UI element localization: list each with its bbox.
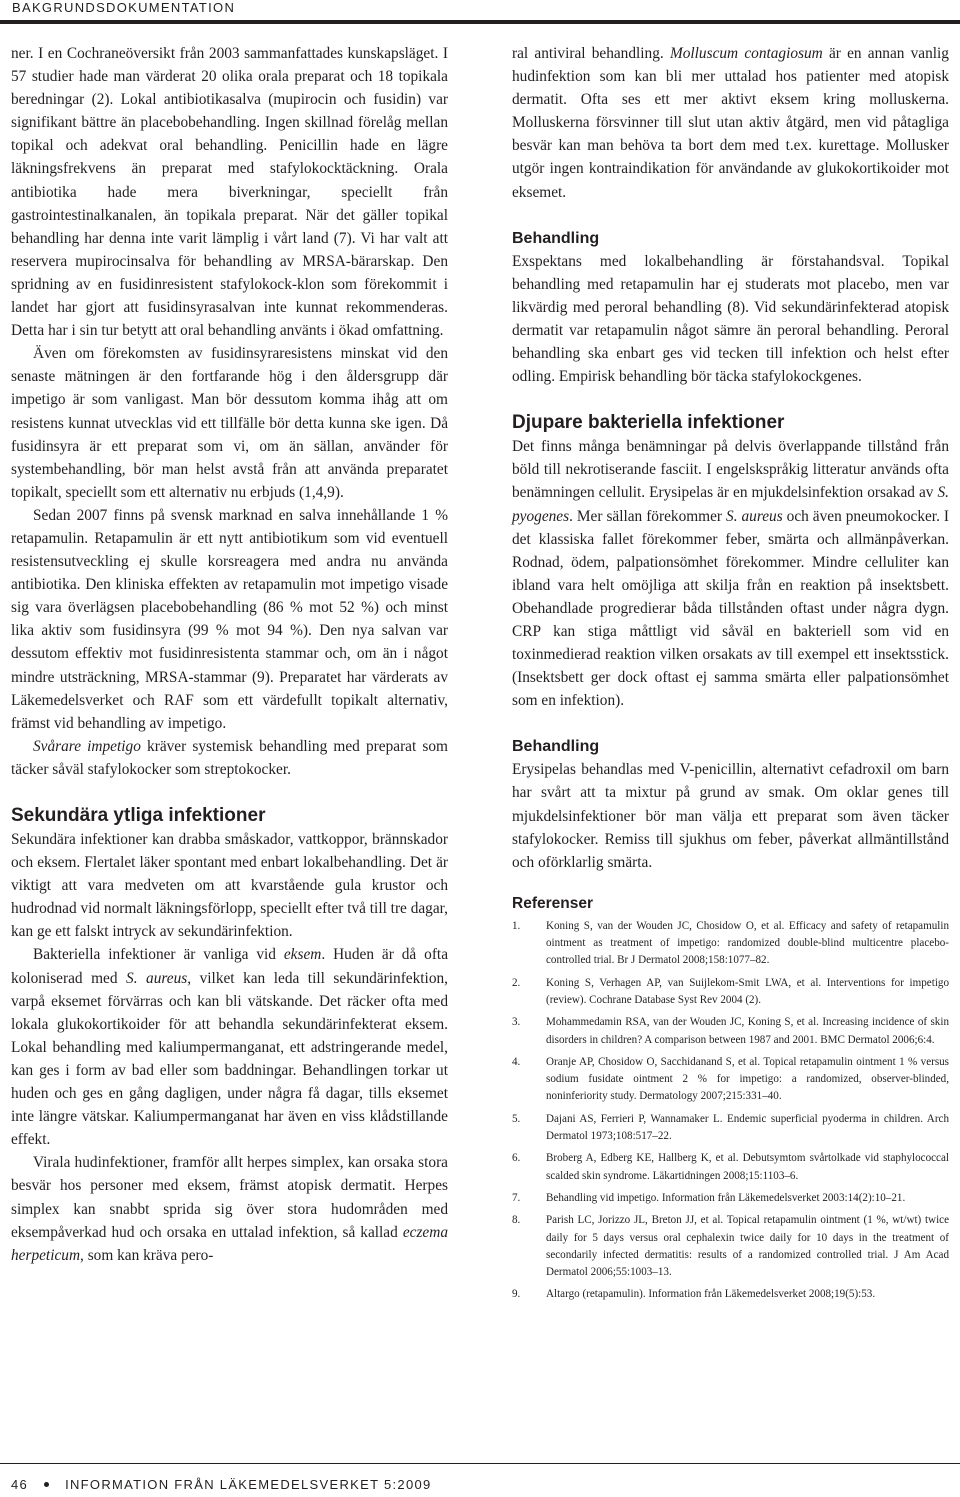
reference-item: [512, 975, 949, 1010]
reference-text: Broberg A, Edberg KE, Hallberg K, et al. Debutsymtom svårtolkade vid staphylococcal scalded skin syndrome. Läkartidningen 2008;15:1103–6.: [546, 1152, 949, 1182]
reference-text: Oranje AP, Chosidow O, Sacchidanand S, et al. Topical retapamulin ointment 1 % versus sodium fusidate ointment 2 % for impetigo: a randomized, observer-blinded, noninferiority study. Dermatology 2007;215:331–40.: [546, 1055, 949, 1103]
reference-number: 4.: [512, 1055, 521, 1068]
reference-number: 5.: [512, 1112, 521, 1125]
reference-number: 6.: [512, 1152, 521, 1165]
paragraph: Sekundära infektioner kan drabba småskador, vattkoppor, brännskador och eksem. Flertalet läker spontant med enbart lokalbehandling. Det är viktigt att vara medveten om att kvarstående gula krustor och hudrodnad vid normalt läkningsförlopp, speciellt efter två till tre dagar, kan ge ett falskt intryck av sekundärinfektion.: [11, 831, 448, 941]
emphasis: S. pyogenes: [512, 484, 949, 525]
reference-text: Altargo (retapamulin). Information från Läkemedelsverket 2008;19(5):53.: [546, 1288, 876, 1301]
reference-number: 7.: [512, 1191, 521, 1204]
reference-item: [512, 1150, 949, 1185]
top-rule: [0, 20, 960, 24]
reference-text: Koning S, van der Wouden JC, Chosidow O, et al. Efficacy and safety of retapamulin ointment as treatment of impetigo: randomized double-blind multicentre placebo-controlled trial. Br J Dermatol 2008;158:1077–82.: [546, 919, 949, 967]
paragraph: Erysipelas behandlas med V-penicillin, alternativt cefadroxil om barn har svårt att ta mixtur på grund av smak. Om oklar genes till mjukdelsinfektioner bör man välja ett preparat som även täcker stafylokocker. Remiss till sjukhus om feber, påverkat allmäntillstånd och oförklarlig smärta.: [512, 761, 949, 871]
reference-list: [512, 918, 949, 1304]
reference-number: 1.: [512, 919, 521, 932]
paragraph: [512, 42, 949, 204]
reference-item: [512, 1190, 949, 1207]
footer: [11, 1477, 432, 1492]
section-heading: Djupare bakteriella infektioner: [512, 412, 785, 434]
section-heading: Sekundära ytliga infektioner: [11, 805, 266, 826]
paragraph: [512, 435, 949, 712]
page-number: 46: [11, 1477, 29, 1492]
reference-item: [512, 918, 949, 970]
subheading-behandling: Behandling: [512, 229, 600, 247]
emphasis: S. aureus: [726, 507, 783, 525]
reference-text: Koning S, Verhagen AP, van Suijlekom-Smit LWA, et al. Interventions for impetigo (review). Cochrane Database Syst Rev 2004 (2).: [546, 976, 949, 1006]
reference-item: [512, 1054, 949, 1106]
paragraph: Även om förekomsten av fusidinsyraresistens minskat vid den senaste mätningen är den fortfarande hög i den åldersgrupp där impetigo är som vanligast. Man bör dessutom komma ihåg att om resistens kunnat utvecklas vid ett tillfälle bör detta kunna ske igen. Då fusidinsyra är ett preparat som vi, om än sällan, använder för systembehandling, bör man helst avstå från att använda preparatet topikalt, speciellt som ett alternativ nu erbjuds (1,4,9).: [11, 345, 448, 501]
reference-number: 8.: [512, 1214, 521, 1227]
text: och även pneumokocker. I det klassiska fallet förekommer feber, smärta och allmänpåverkan. Rodnad, ödem, palpationsömhet förekommer. Mindre celluliter kan ibland vara helt omöjliga att skilja från en reaktion på insektsbett. Obehandlade progredierar båda tillstånden oftast under några dygn. CRP kan stiga måttligt vid såväl en bakteriell som vid en toxinmedierad reaktion vilken orsakats av till exempel ett insektsstick. (Insektsbett ger dock oftast ej samma smärta eller palpationsömhet som en infektion).: [512, 507, 949, 710]
reference-text: Behandling vid impetigo. Information från Läkemedelsverket 2003:14(2):10–21.: [546, 1191, 906, 1204]
text: Det finns många benämningar på delvis överlappande tillstånd från böld till nekrotiserande fasciit. I engelskspråkig litteratur används ofta benämningen cellulit. Erysipelas är en mjukdelsinfektion orsakad av: [512, 438, 949, 502]
reference-item: [512, 1212, 949, 1281]
text: . Huden är då ofta koloniserad med: [11, 946, 449, 987]
paragraph: [11, 1151, 448, 1266]
section-label: BAKGRUNDSDOKUMENTATION: [12, 0, 236, 15]
reference-text: Mohammedamin RSA, van der Wouden JC, Koning S, et al. Increasing incidence of skin disorders in children? A comparison between 1987 and 2001. BMC Dermatol 2006;6:4.: [546, 1016, 949, 1046]
paragraph: Exspektans med lokalbehandling är förstahandsval. Topikal behandling med retapamulin har ej studerats mot placebo, men var likvärdig med peroral behandling (8). Vid sekundärinfekterad atopisk dermatit var retapamulin något sämre än peroral behandling. Peroral behandling ska enbart ges vid tecken till infektion och helst efter odling. Empirisk behandling bör täcka stafylokockgenes.: [512, 252, 949, 386]
right-column: [512, 42, 949, 1309]
footer-rule: [0, 1463, 960, 1464]
text: , som kan kräva pero-: [80, 1246, 214, 1264]
text: kräver systemisk behandling med preparat som täcker såväl stafylokocker som streptokocker.: [11, 737, 448, 778]
references-section: [512, 894, 949, 1304]
emphasis: Svårare impetigo: [33, 737, 141, 755]
emphasis: eksem: [283, 946, 322, 964]
publication-title: INFORMATION FRÅN LÄKEMEDELSVERKET 5:2009: [65, 1477, 432, 1492]
text: . Mer sällan förekommer: [569, 507, 727, 525]
references-heading: Referenser: [512, 894, 593, 912]
reference-item: [512, 1111, 949, 1146]
text: Bakteriella infektioner är vanliga vid: [33, 946, 284, 964]
left-column: [11, 42, 448, 1267]
emphasis: S. aureus: [126, 969, 188, 987]
text: , vilket kan leda till sekundärinfektion, varpå eksemet förvärras och kan bli vätskande. Det räcker ofta med lokala glukokortikoider för att behandla sekundärinfekterat eksem. Lokal behandling med kaliumpermanganat, ett adstringerande medel, kan ges i form av bad eller som baddningar. Behandlingen torkar ut huden och ges en gång dagligen, under några få dagar, tills eksemet inte längre vätskar. Kaliumpermanganat har även en viss klådstillande effekt.: [11, 969, 448, 1149]
reference-text: Dajani AS, Ferrieri P, Wannamaker L. Endemic superficial pyoderma in children. Arch Dermatol 1973;108:517–22.: [546, 1112, 949, 1143]
text: Virala hudinfektioner, framför allt herpes simplex, kan orsaka stora besvär hos personer med eksem, främst atopisk dermatit. Herpes simplex kan snabbt sprida sig över stora hudområden med eksempåverkad hud och orsaka en uttalad infektion, så kallad: [11, 1154, 448, 1241]
paragraph: [11, 735, 448, 781]
reference-number: 9.: [512, 1288, 521, 1301]
reference-item: [512, 1014, 949, 1049]
emphasis: Molluscum contagiosum: [669, 45, 823, 62]
text: ral antiviral behandling.: [512, 45, 670, 62]
reference-text: Parish LC, Jorizzo JL, Breton JJ, et al. Topical retapamulin ointment (1 %, wt/wt) twice daily for 5 days versus oral cephalexin twice daily for 10 days in the treatment of secondarily infected dermatitis: results of a randomized controlled trial. J Am Acad Dermatol 2006;55:1003–13.: [546, 1214, 949, 1279]
reference-item: [512, 1286, 949, 1303]
paragraph: Sedan 2007 finns på svensk marknad en salva innehållande 1 % retapamulin. Retapamulin är ett nytt antibiotikum som vid eventuell resistensutveckling ej skulle korsreagera med andra nu använda antibiotika. Den kliniska effekten av retapamulin mot impetigo visade sig vara överlägsen placebobehandling (86 % mot 52 %) och minst lika aktiv som fusidinsyra (99 % mot 94 %). Den nya salvan var dessutom effektiv mot fusidinresistenta stammar och, om än i något mindre utsträckning, MRSA-stammar (9). Preparatet har värderats av Läkemedelsverket och RAF som ett värdefullt topikalt alternativ, främst vid behandling av impetigo.: [11, 506, 448, 732]
paragraph: [11, 943, 448, 1151]
text: är en annan vanlig hudinfektion som kan bli mer uttalad hos patienter med atopisk dermatit. Ofta ses ett mer aktivt eksem kring molluskerna. Molluskerna försvinner till slut utan aktiv åtgärd, men vid påtagliga besvär kan man behöva ta bort dem med t.ex. kurettage. Mollusker utgör ingen kontraindikation för användande av glukokortikoider mot eksemet.: [512, 45, 949, 201]
paragraph: ner. I en Cochraneöversikt från 2003 sammanfattades kunskapsläget. I 57 studier hade man värderat 20 olika orala preparat och 18 topikala beredningar (2). Lokal antibiotikasalva (mupirocin och fusidin) var signifikant bättre än placebobehandling. Ingen skillnad förelåg mellan topikal och adekvat oral behandling. Penicillin hade en lägre läkningsfrekvens än preparat med stafylokocktäckning. Orala antibiotika hade mera biverkningar, speciellt från gastrointestinalkanalen, än topikala preparat. När det gäller topikal behandling har denna inte varit lämplig i vårt land (7). Vi har valt att reservera mupirocinsalva för behandling av MRSA-bärarskap. Den spridning av en fusidinresistent stafylokock-klon som förekommit i landet har gjort att fusidinsyrasalvan inte kunnat rekommenderas. Detta har i sin tur betytt att oral behandling använts i ökad omfattning.: [11, 45, 448, 340]
reference-number: 2.: [512, 976, 521, 989]
subheading-behandling: Behandling: [512, 738, 600, 756]
reference-number: 3.: [512, 1016, 521, 1029]
bullet-icon: [44, 1482, 49, 1487]
emphasis: eczema herpeticum: [11, 1223, 448, 1264]
